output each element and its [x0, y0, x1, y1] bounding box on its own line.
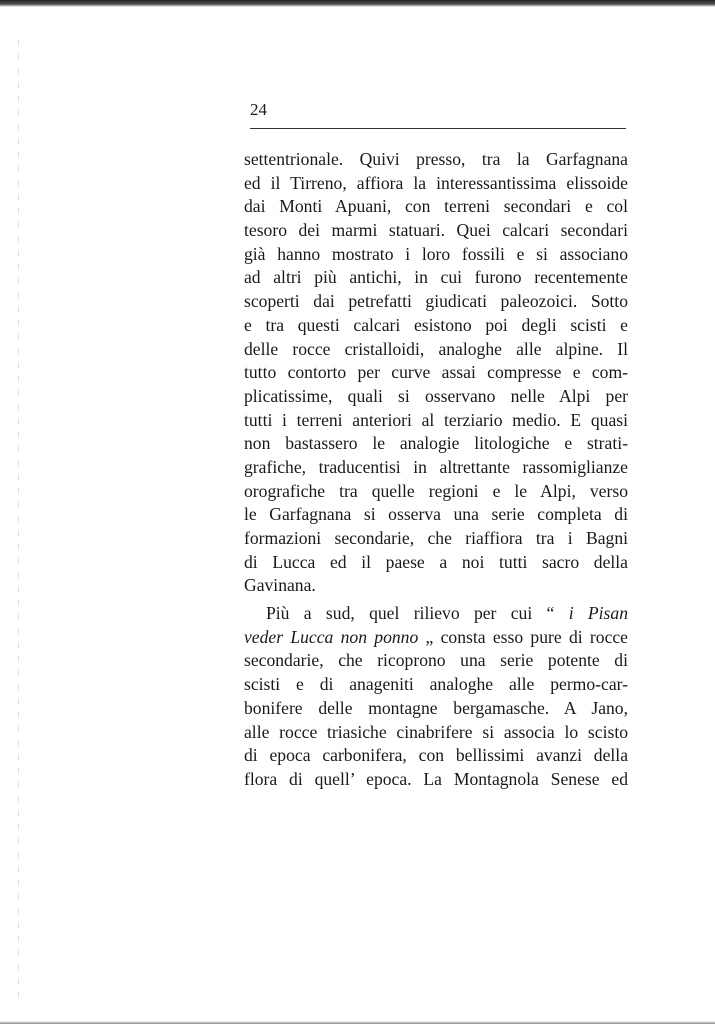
text-line — [244, 480, 628, 504]
body-text — [244, 148, 628, 792]
text-line — [244, 195, 628, 219]
text-line — [244, 551, 628, 575]
italic-quote: veder Lucca non ponno — [244, 626, 419, 647]
text-line — [244, 673, 628, 697]
scan-edge-top — [0, 0, 715, 7]
text-line — [244, 649, 628, 673]
text-line — [244, 697, 628, 721]
text-line — [244, 243, 628, 267]
text-line — [244, 626, 628, 650]
text-segment: già hanno mostrato i loro fossili e si associano — [244, 243, 628, 264]
text-segment: di Lucca ed il paese a noi tutti sacro della — [244, 551, 628, 572]
page-number: 24 — [250, 100, 267, 119]
text-segment: orografiche tra quelle regioni e le Alpi, verso — [244, 480, 628, 501]
text-line — [244, 602, 628, 626]
text-line — [244, 361, 628, 385]
paragraph — [244, 602, 628, 792]
text-segment: tutti i terreni anteriori al terziario medio. E quasi — [244, 409, 628, 430]
text-segment: „ consta esso pure di rocce — [418, 626, 628, 647]
text-segment: ad altri più antichi, in cui furono recentemente — [244, 267, 628, 288]
text-line — [244, 456, 628, 480]
text-line — [244, 385, 628, 409]
text-line — [244, 148, 628, 172]
text-line — [244, 744, 628, 768]
text-segment: flora di quell’ epoca. La Montagnola Senese ed — [244, 768, 628, 789]
text-line — [244, 172, 628, 196]
text-segment: di epoca carbonifera, con bellissimi avanzi della — [244, 745, 628, 766]
text-line — [244, 432, 628, 456]
header-rule — [250, 128, 626, 129]
text-segment: le Garfagnana si osserva una serie completa di — [244, 504, 628, 525]
text-segment: settentrionale. Quivi presso, tra la Garfagnana — [244, 149, 628, 169]
text-segment: delle rocce cristalloidi, analoghe alle alpine. Il — [244, 338, 628, 359]
text-line — [244, 290, 628, 314]
text-line — [244, 409, 628, 433]
text-segment: non bastassero le analogie litologiche e strati- — [244, 433, 628, 454]
text-segment: tutto contorto per curve assai compresse e com- — [244, 362, 628, 383]
text-segment: plicatissime, quali si osservano nelle Alpi per — [244, 385, 628, 406]
text-line — [244, 219, 628, 243]
scan-edge-left — [18, 40, 19, 1000]
text-segment: ed il Tirreno, affiora la interessantissima elissoide — [244, 172, 628, 193]
text-segment: dai Monti Apuani, con terreni secondari e col — [244, 196, 628, 217]
text-segment: bonifere delle montagne bergamasche. A Jano, — [244, 697, 628, 718]
text-segment: Gavinana. — [244, 575, 316, 596]
text-line — [244, 574, 628, 598]
text-line — [244, 266, 628, 290]
text-segment: scoperti dai petrefatti giudicati paleozoici. Sotto — [244, 291, 628, 312]
text-line — [244, 314, 628, 338]
italic-quote: i Pisan — [568, 603, 628, 624]
text-segment: Più a sud, quel rilievo per cui “ — [266, 603, 569, 624]
paragraph — [244, 148, 628, 598]
text-segment: tesoro dei marmi statuari. Quei calcari secondari — [244, 220, 628, 241]
text-line — [244, 721, 628, 745]
text-segment: alle rocce triasiche cinabrifere si associa lo scisto — [244, 721, 628, 742]
text-line — [244, 338, 628, 362]
text-line — [244, 503, 628, 527]
text-line — [244, 527, 628, 551]
text-segment: e tra questi calcari esistono poi degli scisti e — [244, 314, 628, 335]
text-segment: grafiche, traducentisi in altrettante rassomiglianze — [244, 456, 628, 477]
text-segment: scisti e di anageniti analoghe alle permo-car- — [244, 674, 628, 695]
text-segment: formazioni secondarie, che riaffiora tra i Bagni — [244, 528, 628, 548]
text-segment: secondarie, che ricoprono una serie potente di — [244, 650, 628, 671]
text-line — [244, 768, 628, 792]
